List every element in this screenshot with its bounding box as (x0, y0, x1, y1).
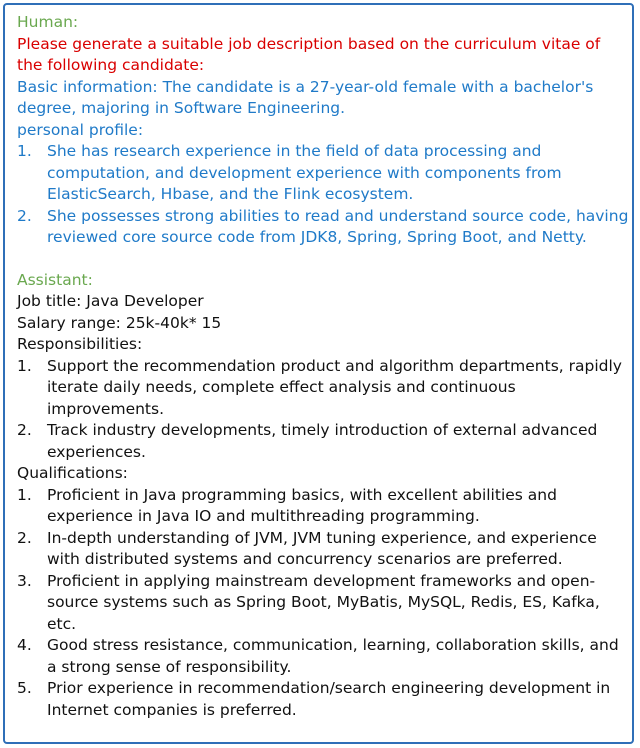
candidate-basic-info: Basic information: The candidate is a 27-year-old female with a bachelor's degree, majoring in Software Engineering. (17, 77, 594, 117)
personal-profile-heading: personal profile: (17, 120, 144, 139)
list-item-number: 2. (17, 528, 32, 547)
list-item (17, 141, 629, 206)
list-item-number: 1. (17, 356, 32, 375)
salary-range: Salary range: 25k-40k* 15 (17, 313, 222, 332)
list-item (17, 420, 629, 463)
list-item-text: Track industry developments, timely introduction of external advanced experiences. (47, 421, 598, 461)
list-item (17, 485, 629, 528)
section-spacer (17, 249, 629, 270)
list-item-number: 1. (17, 485, 32, 504)
list-item (17, 571, 629, 636)
responsibilities-list (17, 356, 629, 464)
human-speaker-label: Human: (17, 13, 79, 31)
list-item-text: Support the recommendation product and algorithm departments, rapidly iterate daily needs, complete effect analysis and continuous improvements. (47, 356, 622, 418)
job-title: Job title: Java Developer (17, 292, 204, 310)
list-item-text: Good stress resistance, communication, learning, collaboration skills, and a strong sense of responsibility. (47, 636, 619, 676)
list-item (17, 356, 629, 421)
list-item (17, 678, 629, 721)
list-item-number: 4. (17, 636, 32, 654)
qualifications-heading: Qualifications: (17, 464, 128, 482)
qualifications-list (17, 485, 629, 722)
list-item-number: 2. (17, 421, 32, 439)
list-item-number: 3. (17, 571, 32, 590)
list-item (17, 635, 629, 678)
list-item-number: 5. (17, 679, 32, 697)
list-item-text: She has research experience in the field of data processing and computation, and development experience with components from ElasticSearch, Hbase, and the Flink ecosystem. (47, 142, 562, 203)
list-item (17, 206, 629, 249)
responsibilities-heading: Responsibilities: (17, 335, 143, 353)
conversation-content (17, 12, 629, 721)
human-instruction: Please generate a suitable job description based on the curriculum vitae of the following candidate: (17, 34, 601, 74)
list-item-text: She possesses strong abilities to read and understand source code, having reviewed core source code from JDK8, Spring, Spring Boot, and Netty. (47, 206, 629, 246)
list-item-text: In-depth understanding of JVM, JVM tuning experience, and experience with distributed systems and concurrency scenarios are preferred. (47, 528, 597, 568)
list-item-number: 2. (17, 206, 32, 225)
list-item-text: Proficient in Java programming basics, with excellent abilities and experience in Java IO and multithreading programming. (47, 485, 557, 525)
list-item-number: 1. (17, 142, 32, 160)
personal-profile-list (17, 141, 629, 249)
conversation-frame (3, 3, 634, 744)
list-item (17, 528, 629, 571)
list-item-text: Prior experience in recommendation/search engineering development in Internet companies is preferred. (47, 679, 611, 719)
list-item-text: Proficient in applying mainstream development frameworks and open-source systems such as Spring Boot, MyBatis, MySQL, Redis, ES, Kafka, etc. (47, 571, 600, 633)
assistant-speaker-label: Assistant: (17, 270, 93, 289)
